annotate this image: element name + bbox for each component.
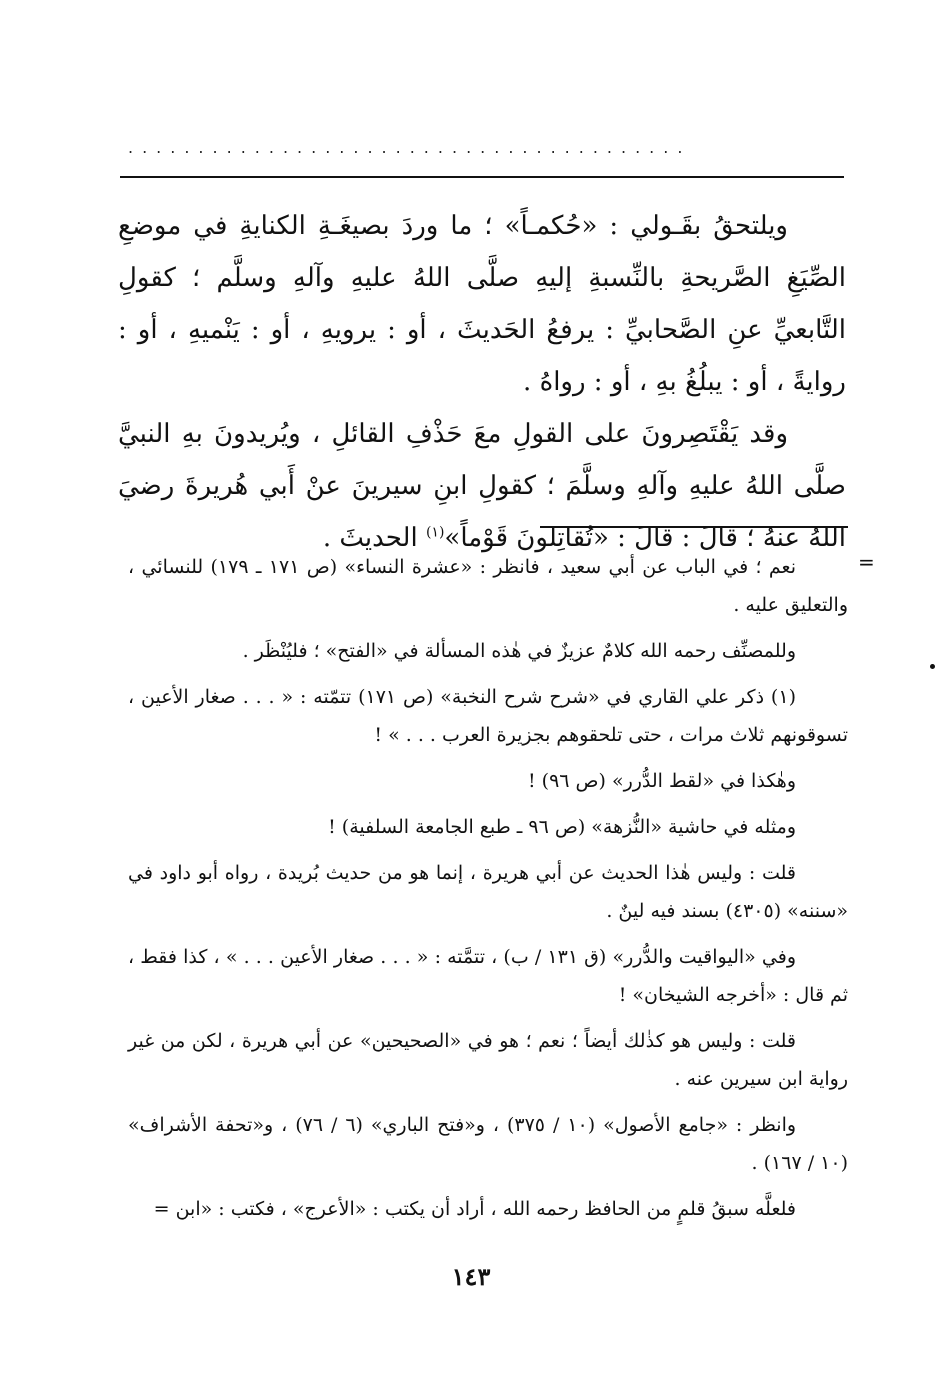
footnote-paragraph: وانظر : «جامع الأصول» (١٠ / ٣٧٥) ، و«فتح الباري» (٦ / ٧٦) ، و«تحفة الأشراف» (١٠ / ١٦٧) . (128, 1114, 848, 1174)
footnote-paragraph: قلت : وليس هٰذا الحديث عن أبي هريرة ، إنما هو من حديث بُريدة ، رواه أبو داود في «سننه» (٤٣٠٥) بسند فيه لينٌ . (128, 862, 848, 922)
footnote-paragraph: ومثله في حاشية «النُّزهة» (ص ٩٦ ـ طبع الجامعة السلفية) ! (328, 816, 796, 838)
footnote-paragraph: نعم ؛ في الباب عن أبي سعيد ، فانظر : «عشرة النساء» (ص ١٧١ ـ ١٧٩) للنسائي ، والتعليق عليه . (128, 556, 848, 616)
continuation-mark: = (858, 550, 875, 574)
footnote-paragraph: وفي «اليواقيت والدُّرر» (ق ١٣١ / ب) ، تتمَّته : « . . . صغار الأعين . . . » ، كذا فقط ، ثم قال : «أخرجه الشيخان» ! (128, 946, 848, 1006)
footnote-paragraph: قلت : وليس هو كذٰلك أيضاً ؛ نعم ؛ هو في «الصحيحين» عن أبي هريرة ، لكن من غير رواية ابن سيرين عنه . (128, 1030, 848, 1090)
main-paragraph-2 (118, 408, 846, 564)
footnote-1: (١) ذكر علي القاري في «شرح شرح النخبة» (ص ١٧١) تتمّته : « . . . صغار الأعين ، تسوقونهم ثلاث مرات ، حتى تلحقوهم بجزيرة العرب . . . » ! (128, 686, 848, 746)
margin-dot (930, 664, 935, 669)
footnote-paragraph: فلعلَّه سبقُ قلمٍ من الحافظ رحمه الله ، أراد أن يكتب : «الأعرج» ، فكتب : «ابن = (153, 1198, 796, 1220)
header-dotted-line: ........................................ (128, 138, 692, 157)
main-text (118, 200, 846, 564)
footnotes (128, 548, 848, 1228)
main-paragraph-1: ويلتحقُ بقَـولي : «حُكمـاً» ؛ ما وردَ بصيغَـةِ الكنايةِ في موضعِ الصِّيَغِ الصَّريحةِ بالنِّسبةِ إليهِ صلَّى اللهُ عليهِ وآلهِ وسلَّم ؛ كقولِ التَّابعيِّ عنِ الصَّحابيِّ : يرفعُ الحَديثَ ، أو : يرويهِ ، أو : يَنْميهِ ، أو : روايةً ، أو : يبلُغُ بهِ ، أو : رواهُ . (118, 211, 846, 397)
page-number: ١٤٣ (451, 1262, 491, 1291)
footnote-paragraph: وهٰكذا في «لقط الدُّرر» (ص ٩٦) ! (527, 770, 796, 792)
footnote-paragraph: وللمصنِّف رحمه الله كلامٌ عزيزٌ في هٰذه المسألة في «الفتح» ؛ فليُنْظَر . (242, 640, 796, 662)
main-paragraph-2-tail: الحديثَ . (322, 523, 426, 553)
footnote-separator (540, 526, 848, 528)
footnote-ref-1: (١) (425, 524, 445, 541)
main-paragraph-2-text: وقد يَقْتَصِرونَ على القولِ معَ حَذْفِ القائلِ ، ويُريدونَ بهِ النبيَّ صلَّى اللهُ عليهِ وآلهِ وسلَّمَ ؛ كقولِ ابنِ سيرينَ عنْ أَبي هُريرةَ رضيَ اللهُ عنهُ ؛ قالَ : قالَ : «تُقاتِلونَ قَوْماً» (118, 419, 846, 553)
header-rule (120, 176, 844, 178)
